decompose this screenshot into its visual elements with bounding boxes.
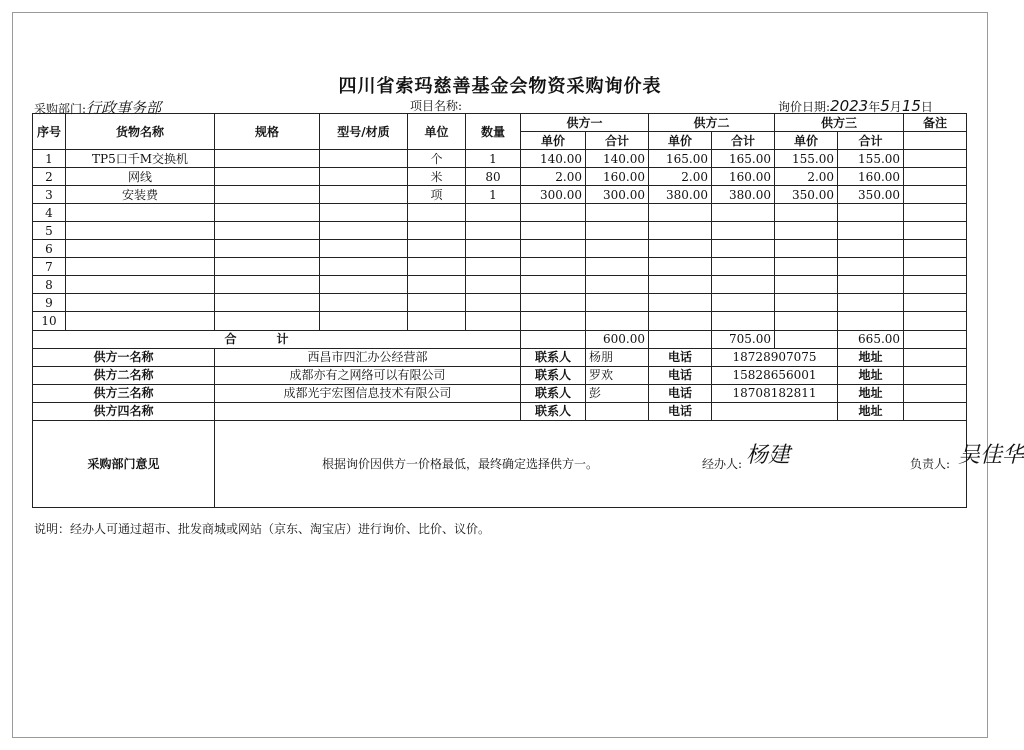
cell-p2 bbox=[649, 276, 712, 294]
cell-name bbox=[66, 312, 215, 330]
cell-spec bbox=[215, 294, 320, 312]
cell-qty bbox=[466, 276, 521, 294]
cell-unit bbox=[408, 222, 466, 240]
supplier-name: 成都光宇宏图信息技术有限公司 bbox=[215, 384, 521, 402]
cell-unit bbox=[408, 294, 466, 312]
cell-remark bbox=[904, 258, 967, 276]
cell-t3 bbox=[838, 204, 904, 222]
col-s3-price: 单价 bbox=[775, 132, 838, 150]
cell-unit bbox=[408, 204, 466, 222]
cell-t2 bbox=[712, 222, 775, 240]
quotation-table bbox=[32, 113, 1024, 508]
supplier-addr bbox=[904, 384, 967, 402]
cell-remark bbox=[904, 150, 967, 168]
cell-p3 bbox=[775, 294, 838, 312]
supplier-addr bbox=[904, 366, 967, 384]
supplier-contact-label: 联系人 bbox=[521, 366, 586, 384]
cell-model bbox=[320, 222, 408, 240]
cell-model bbox=[320, 276, 408, 294]
cell-spec bbox=[215, 186, 320, 204]
cell-remark bbox=[904, 168, 967, 186]
cell-t3 bbox=[838, 294, 904, 312]
cell-no: 6 bbox=[33, 240, 66, 258]
cell-no: 3 bbox=[33, 186, 66, 204]
cell-spec bbox=[215, 204, 320, 222]
cell-unit: 个 bbox=[408, 150, 466, 168]
supplier-addr bbox=[904, 402, 967, 420]
totals-s3: 665.00 bbox=[838, 330, 904, 348]
cell-remark bbox=[904, 222, 967, 240]
totals-s2: 705.00 bbox=[712, 330, 775, 348]
totals-s1-price bbox=[521, 330, 586, 348]
supplier-phone: 15828656001 bbox=[712, 366, 838, 384]
cell-name: TP5口千M交换机 bbox=[66, 150, 215, 168]
supplier-row bbox=[33, 384, 967, 402]
cell-p3: 350.00 bbox=[775, 186, 838, 204]
supplier-phone-label: 电话 bbox=[649, 384, 712, 402]
leader-signature: 吴佳华 bbox=[958, 442, 1024, 468]
col-no: 序号 bbox=[33, 114, 66, 150]
footnote: 说明：经办人可通过超市、批发商城或网站（京东、淘宝店）进行询价、比价、议价。 bbox=[34, 522, 491, 536]
cell-p1 bbox=[521, 294, 586, 312]
supplier-addr-label: 地址 bbox=[838, 384, 904, 402]
supplier-row bbox=[33, 402, 967, 420]
cell-qty bbox=[466, 240, 521, 258]
col-supplier2: 供方二 bbox=[649, 114, 775, 132]
cell-no: 7 bbox=[33, 258, 66, 276]
supplier-phone: 18708182811 bbox=[712, 384, 838, 402]
cell-p2: 2.00 bbox=[649, 168, 712, 186]
cell-qty bbox=[466, 312, 521, 330]
cell-t1: 140.00 bbox=[586, 150, 649, 168]
cell-t3 bbox=[838, 240, 904, 258]
cell-t3 bbox=[838, 276, 904, 294]
cell-spec bbox=[215, 150, 320, 168]
cell-p3: 155.00 bbox=[775, 150, 838, 168]
cell-model bbox=[320, 204, 408, 222]
cell-t2: 165.00 bbox=[712, 150, 775, 168]
cell-spec bbox=[215, 312, 320, 330]
handler-signature: 杨建 bbox=[746, 442, 791, 468]
cell-no: 4 bbox=[33, 204, 66, 222]
dept-label: 采购部门: bbox=[34, 102, 87, 116]
supplier-addr-label: 地址 bbox=[838, 402, 904, 420]
cell-unit bbox=[408, 276, 466, 294]
cell-remark bbox=[904, 312, 967, 330]
cell-name bbox=[66, 294, 215, 312]
supplier-label: 供方四名称 bbox=[33, 402, 215, 420]
cell-remark bbox=[904, 294, 967, 312]
cell-t1: 160.00 bbox=[586, 168, 649, 186]
item-rows bbox=[33, 150, 967, 330]
cell-t3: 350.00 bbox=[838, 186, 904, 204]
cell-p1: 2.00 bbox=[521, 168, 586, 186]
table-row bbox=[33, 150, 967, 168]
supplier-contact-label: 联系人 bbox=[521, 348, 586, 366]
table-row bbox=[33, 168, 967, 186]
cell-model bbox=[320, 312, 408, 330]
handler-label: 经办人: bbox=[702, 456, 743, 471]
supplier-contact: 杨朋 bbox=[586, 348, 649, 366]
cell-model bbox=[320, 294, 408, 312]
col-s3-total: 合计 bbox=[838, 132, 904, 150]
cell-name: 安装费 bbox=[66, 186, 215, 204]
cell-no: 10 bbox=[33, 312, 66, 330]
cell-name: 网线 bbox=[66, 168, 215, 186]
cell-t3 bbox=[838, 312, 904, 330]
table-row bbox=[33, 222, 967, 240]
cell-qty: 80 bbox=[466, 168, 521, 186]
cell-no: 2 bbox=[33, 168, 66, 186]
supplier-name: 成都亦有之网络可以有限公司 bbox=[215, 366, 521, 384]
cell-t1 bbox=[586, 312, 649, 330]
cell-remark bbox=[904, 204, 967, 222]
supplier-phone-label: 电话 bbox=[649, 402, 712, 420]
cell-qty: 1 bbox=[466, 186, 521, 204]
cell-qty bbox=[466, 294, 521, 312]
col-name: 货物名称 bbox=[66, 114, 215, 150]
cell-model bbox=[320, 168, 408, 186]
supplier-row bbox=[33, 366, 967, 384]
cell-t1 bbox=[586, 294, 649, 312]
cell-unit bbox=[408, 258, 466, 276]
cell-p2: 165.00 bbox=[649, 150, 712, 168]
cell-t1: 300.00 bbox=[586, 186, 649, 204]
cell-model bbox=[320, 240, 408, 258]
col-spec: 规格 bbox=[215, 114, 320, 150]
cell-t2 bbox=[712, 276, 775, 294]
supplier-row bbox=[33, 348, 967, 366]
totals-s2-price bbox=[649, 330, 712, 348]
cell-p1 bbox=[521, 276, 586, 294]
project-field bbox=[410, 97, 462, 114]
opinion-cell bbox=[215, 420, 1024, 507]
date-day-unit: 日 bbox=[920, 100, 933, 114]
cell-p3 bbox=[775, 312, 838, 330]
supplier-contact-label: 联系人 bbox=[521, 384, 586, 402]
cell-name bbox=[66, 258, 215, 276]
cell-p1: 300.00 bbox=[521, 186, 586, 204]
cell-spec bbox=[215, 168, 320, 186]
cell-t1 bbox=[586, 204, 649, 222]
col-supplier1: 供方一 bbox=[521, 114, 649, 132]
col-s1-total: 合计 bbox=[586, 132, 649, 150]
col-s2-price: 单价 bbox=[649, 132, 712, 150]
supplier-label: 供方三名称 bbox=[33, 384, 215, 402]
cell-p2 bbox=[649, 204, 712, 222]
date-year: 2023 bbox=[830, 97, 869, 115]
cell-t1 bbox=[586, 222, 649, 240]
cell-t1 bbox=[586, 258, 649, 276]
cell-p1 bbox=[521, 312, 586, 330]
cell-t3 bbox=[838, 258, 904, 276]
cell-p2 bbox=[649, 222, 712, 240]
supplier-contact-label: 联系人 bbox=[521, 402, 586, 420]
totals-s3-price bbox=[775, 330, 838, 348]
cell-t2 bbox=[712, 240, 775, 258]
col-remark: 备注 bbox=[904, 114, 967, 132]
cell-unit: 米 bbox=[408, 168, 466, 186]
cell-t2: 160.00 bbox=[712, 168, 775, 186]
cell-unit bbox=[408, 312, 466, 330]
cell-remark bbox=[904, 186, 967, 204]
cell-remark bbox=[904, 240, 967, 258]
supplier-addr bbox=[904, 348, 967, 366]
table-row bbox=[33, 312, 967, 330]
cell-p3 bbox=[775, 204, 838, 222]
cell-spec bbox=[215, 240, 320, 258]
cell-t1 bbox=[586, 240, 649, 258]
cell-p3 bbox=[775, 240, 838, 258]
cell-t2 bbox=[712, 204, 775, 222]
cell-p1: 140.00 bbox=[521, 150, 586, 168]
supplier-name bbox=[215, 402, 521, 420]
date-day: 15 bbox=[901, 97, 921, 115]
table-row bbox=[33, 294, 967, 312]
cell-name bbox=[66, 222, 215, 240]
col-remark-sub bbox=[904, 132, 967, 150]
date-year-unit: 年 bbox=[868, 100, 881, 114]
cell-model bbox=[320, 150, 408, 168]
cell-spec bbox=[215, 258, 320, 276]
opinion-row bbox=[33, 420, 967, 507]
supplier-contact bbox=[586, 402, 649, 420]
totals-s1: 600.00 bbox=[586, 330, 649, 348]
header-row-1 bbox=[33, 114, 967, 132]
project-label: 项目名称: bbox=[410, 99, 463, 113]
col-s2-total: 合计 bbox=[712, 132, 775, 150]
cell-p3 bbox=[775, 258, 838, 276]
cell-t2: 380.00 bbox=[712, 186, 775, 204]
cell-remark bbox=[904, 276, 967, 294]
form-title: 四川省索玛慈善基金会物资采购询价表 bbox=[338, 76, 662, 97]
table-row bbox=[33, 258, 967, 276]
cell-qty bbox=[466, 222, 521, 240]
cell-name bbox=[66, 204, 215, 222]
cell-t2 bbox=[712, 312, 775, 330]
cell-no: 8 bbox=[33, 276, 66, 294]
date-month: 5 bbox=[880, 97, 890, 115]
supplier-phone: 18728907075 bbox=[712, 348, 838, 366]
supplier-addr-label: 地址 bbox=[838, 348, 904, 366]
cell-unit: 项 bbox=[408, 186, 466, 204]
cell-name bbox=[66, 276, 215, 294]
totals-row bbox=[33, 330, 967, 348]
supplier-name: 西昌市四汇办公经营部 bbox=[215, 348, 521, 366]
supplier-label: 供方一名称 bbox=[33, 348, 215, 366]
cell-spec bbox=[215, 276, 320, 294]
cell-no: 5 bbox=[33, 222, 66, 240]
cell-p2 bbox=[649, 258, 712, 276]
cell-qty bbox=[466, 204, 521, 222]
supplier-rows bbox=[33, 348, 967, 420]
cell-p2 bbox=[649, 312, 712, 330]
table-row bbox=[33, 186, 967, 204]
table-row bbox=[33, 240, 967, 258]
cell-p1 bbox=[521, 258, 586, 276]
date-month-unit: 月 bbox=[889, 100, 902, 114]
totals-remark bbox=[904, 330, 967, 348]
cell-p3 bbox=[775, 276, 838, 294]
totals-label: 合计 bbox=[33, 330, 521, 348]
supplier-contact: 彭 bbox=[586, 384, 649, 402]
cell-p1 bbox=[521, 240, 586, 258]
cell-qty: 1 bbox=[466, 150, 521, 168]
cell-p3 bbox=[775, 222, 838, 240]
col-qty: 数量 bbox=[466, 114, 521, 150]
cell-no: 9 bbox=[33, 294, 66, 312]
col-model: 型号/材质 bbox=[320, 114, 408, 150]
dept-value-handwritten: 行政事务部 bbox=[86, 99, 162, 117]
col-unit: 单位 bbox=[408, 114, 466, 150]
cell-t1 bbox=[586, 276, 649, 294]
supplier-label: 供方二名称 bbox=[33, 366, 215, 384]
cell-p2: 380.00 bbox=[649, 186, 712, 204]
col-supplier3: 供方三 bbox=[775, 114, 904, 132]
cell-p3: 2.00 bbox=[775, 168, 838, 186]
date-label: 询价日期: bbox=[778, 100, 831, 114]
supplier-phone bbox=[712, 402, 838, 420]
supplier-contact: 罗欢 bbox=[586, 366, 649, 384]
cell-spec bbox=[215, 222, 320, 240]
leader-label: 负责人: bbox=[910, 456, 951, 471]
supplier-phone-label: 电话 bbox=[649, 348, 712, 366]
cell-p2 bbox=[649, 240, 712, 258]
cell-t2 bbox=[712, 258, 775, 276]
cell-t3: 155.00 bbox=[838, 150, 904, 168]
cell-unit bbox=[408, 240, 466, 258]
cell-no: 1 bbox=[33, 150, 66, 168]
cell-t3 bbox=[838, 222, 904, 240]
cell-model bbox=[320, 258, 408, 276]
cell-p1 bbox=[521, 222, 586, 240]
cell-p2 bbox=[649, 294, 712, 312]
table-row bbox=[33, 204, 967, 222]
supplier-phone-label: 电话 bbox=[649, 366, 712, 384]
cell-qty bbox=[466, 258, 521, 276]
table-row bbox=[33, 276, 967, 294]
cell-model bbox=[320, 186, 408, 204]
supplier-addr-label: 地址 bbox=[838, 366, 904, 384]
opinion-text: 根据询价因供方一价格最低，最终确定选择供方一。 bbox=[322, 456, 599, 471]
cell-t2 bbox=[712, 294, 775, 312]
cell-t3: 160.00 bbox=[838, 168, 904, 186]
cell-name bbox=[66, 240, 215, 258]
cell-p1 bbox=[521, 204, 586, 222]
opinion-label: 采购部门意见 bbox=[33, 420, 215, 507]
col-s1-price: 单价 bbox=[521, 132, 586, 150]
